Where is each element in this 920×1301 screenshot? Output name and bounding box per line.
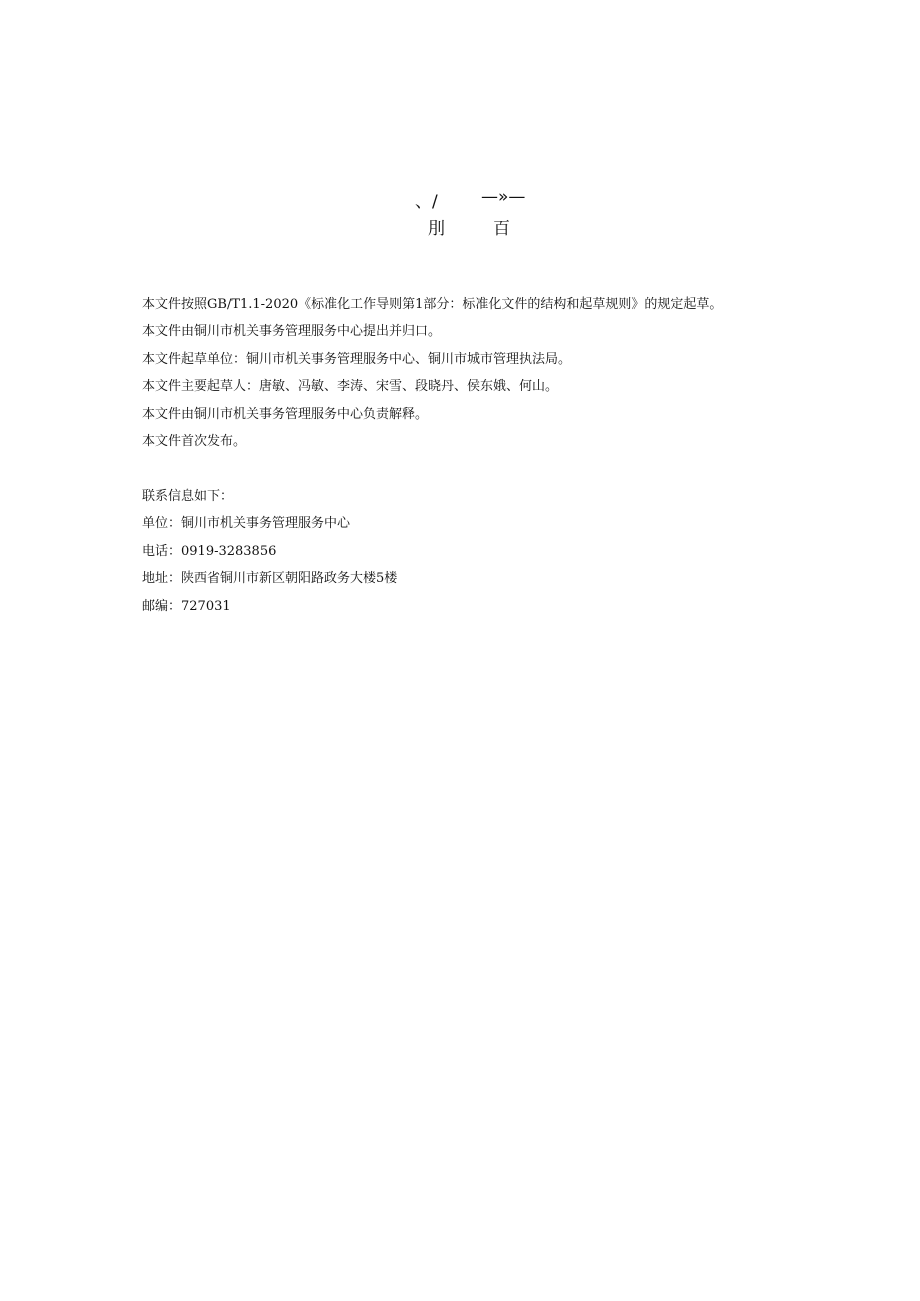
contact-address: 地址：陕西省铜川市新区朝阳路政务大楼5楼 (142, 571, 398, 587)
paragraph-interpretation: 本文件由铜川市机关事务管理服务中心负责解释。 (142, 406, 429, 422)
paragraph-drafting-units: 本文件起草单位：铜川市机关事务管理服务中心、铜川市城市管理执法局。 (142, 351, 572, 367)
paragraph-proposer: 本文件由铜川市机关事务管理服务中心提出并归口。 (142, 324, 442, 340)
page-title-left: 刖 (428, 219, 445, 239)
page-title-right: 百 (493, 219, 510, 239)
contact-postcode: 邮编：727031 (142, 598, 231, 614)
contact-info (142, 483, 842, 620)
page-title (0, 214, 920, 238)
contact-intro: 联系信息如下： (142, 489, 234, 504)
heading-ornament-right: —»— (481, 187, 526, 207)
paragraph-first-release: 本文件首次发布。 (142, 434, 247, 450)
heading-ornament-left: 、/ (415, 192, 438, 212)
foreword-body (142, 291, 842, 455)
paragraph-drafters: 本文件主要起草人：唐敏、冯敏、李涛、宋雪、段晓丹、侯东娥、何山。 (142, 379, 559, 395)
contact-unit: 单位：铜川市机关事务管理服务中心 (142, 516, 351, 532)
contact-phone: 电话：0919-3283856 (142, 543, 277, 559)
paragraph-drafting-basis: 本文件按照GB/T1.1-2020《标准化工作导则第1部分：标准化文件的结构和起草规则》的规定起草。 (142, 297, 723, 312)
heading-ornament (0, 187, 920, 212)
